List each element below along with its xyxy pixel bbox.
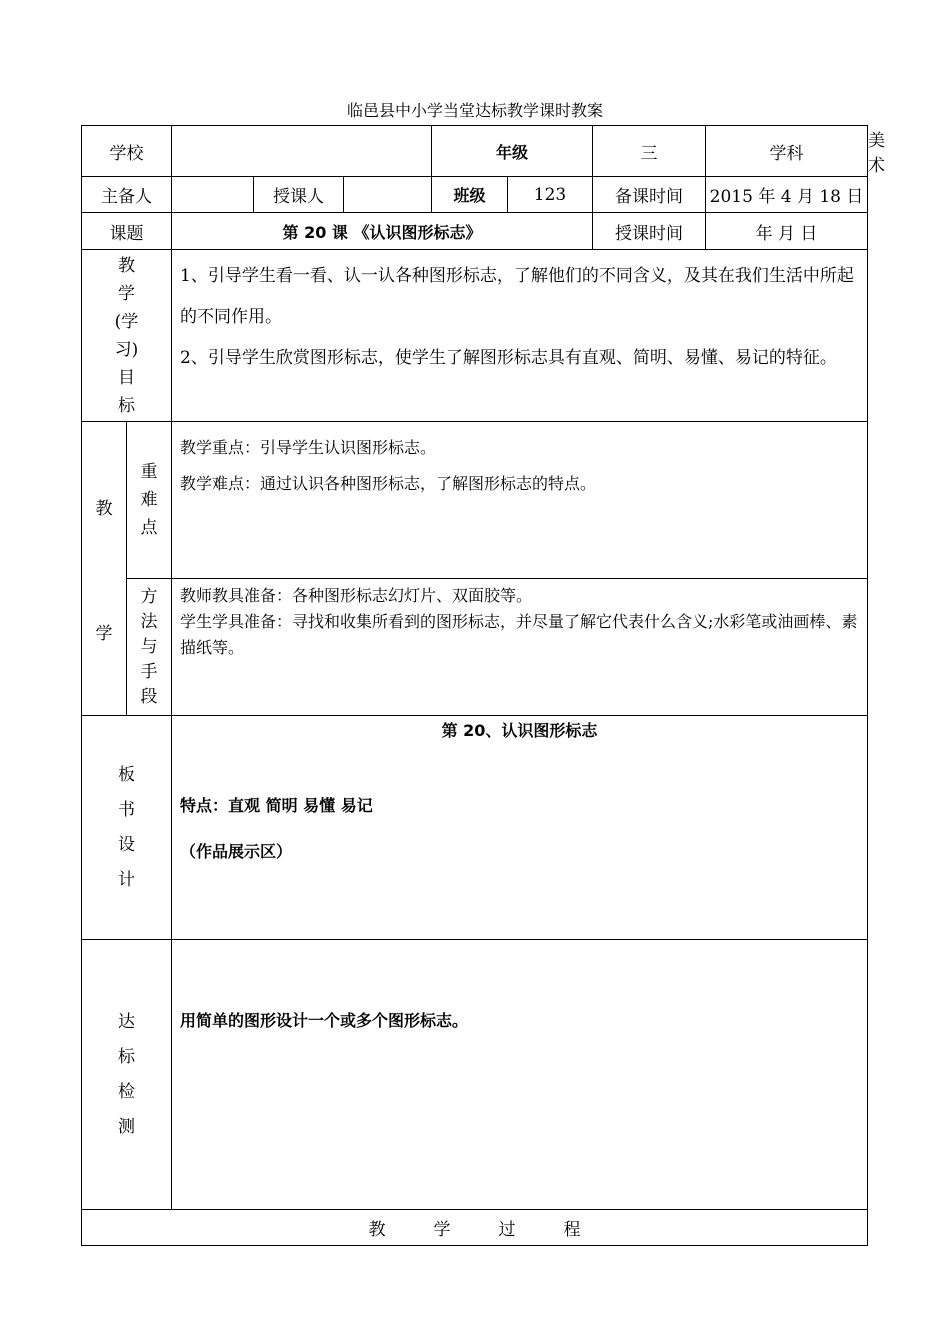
grade-label: 年级: [432, 126, 593, 177]
detection-content: 用简单的图形设计一个或多个图形标志。: [172, 940, 868, 1210]
board-title: 第 20、认识图形标志: [441, 721, 598, 740]
key-point: 教学重点：引导学生认识图形标志。: [180, 438, 437, 457]
document-title: 临邑县中小学当堂达标教学课时教案: [346, 101, 603, 120]
preparer-value: [172, 177, 254, 213]
topic-value: 第 20 课 《认识图形标志》: [172, 213, 593, 250]
key-points-content: [172, 422, 868, 579]
key-points-label: 重 难 点: [127, 422, 172, 579]
teach-time-value: 年 月 日: [706, 213, 868, 250]
board-design-label: 板 书 设 计: [82, 716, 172, 940]
teach-time-label: 授课时间: [593, 213, 706, 250]
detection-label: 达 标 检 测: [82, 940, 172, 1210]
teacher-label: 授课人: [254, 177, 344, 213]
goals-label: 教 学 (学 习) 目 标: [82, 250, 172, 422]
goal-item: 2、引导学生欣赏图形标志，使学生了解图形标志具有直观、简明、易懂、易记的特征。: [180, 348, 837, 368]
board-features: 特点：直观 简明 易懂 易记: [180, 796, 373, 815]
board-design-content: [172, 716, 868, 940]
teaching-process-header: 教 学 过 程: [82, 1210, 868, 1246]
topic-label: 课题: [82, 213, 172, 250]
key-point: 教学难点：通过认识各种图形标志，了解图形标志的特点。: [180, 474, 597, 493]
school-value: [172, 126, 432, 177]
school-label: 学校: [82, 126, 172, 177]
grade-value: 三: [593, 126, 706, 177]
method-item: 学生学具准备：寻找和收集所看到的图形标志，并尽量了解它代表什么含义;水彩笔或油画棒、素描纸等。: [180, 612, 858, 657]
teacher-value: [344, 177, 432, 213]
goal-item: 1、引导学生看一看、认一认各种图形标志，了解他们的不同含义，及其在我们生活中所起的不同作用。: [180, 266, 854, 327]
board-display-area: （作品展示区）: [180, 842, 293, 861]
subject-label: 学科: [706, 126, 868, 177]
teaching-outer-label: 教 学: [82, 422, 127, 716]
method-item: 教师教具准备：各种图形标志幻灯片、双面胶等。: [180, 586, 533, 605]
prep-time-value: 2015 年 4 月 18 日: [706, 177, 868, 213]
lesson-plan-table: 学校 年级 三 学科 美术 主备人 授课人 班级 123 备课时间 2015 年 4 月 18 日 课题 第 20 课 《认识图形标志》 授课时间 年 月 日 教 学 (学 习) 目 标 1、引导学生看一看、认一认各种图形标志，了解他们的不同含义，及其在我们生活中所起的不同作用。 2、引导学生欣赏图形标志，使学生了解图形标志具有直观、简明、易懂、易记的特征。 教 学 重 难 点 教学重点：引导学生认识图形标志。 教学难点：通过认识各种图形标志，了解图形标志的特点。 方 法 与 手 段 教师教具准备：各种图形标志幻灯片、双面胶等。 学生学具准备：寻找和收集所看到的图形标志，并尽量了解它代表什么含义;水彩笔或油画棒、素描纸等。 板 书 设 计 第 20、认识图形标志 特点：直观 简明 易懂 易记 （作品展示区） 达 标 检 测 用简单的图形设计一个或多个图形标志。 教 学 过 程: [81, 125, 868, 1246]
class-value: 123: [508, 177, 593, 213]
class-label: 班级: [432, 177, 508, 213]
methods-content: [172, 579, 868, 716]
preparer-label: 主备人: [82, 177, 172, 213]
goals-content: [172, 250, 868, 422]
methods-label: 方 法 与 手 段: [127, 579, 172, 716]
prep-time-label: 备课时间: [593, 177, 706, 213]
